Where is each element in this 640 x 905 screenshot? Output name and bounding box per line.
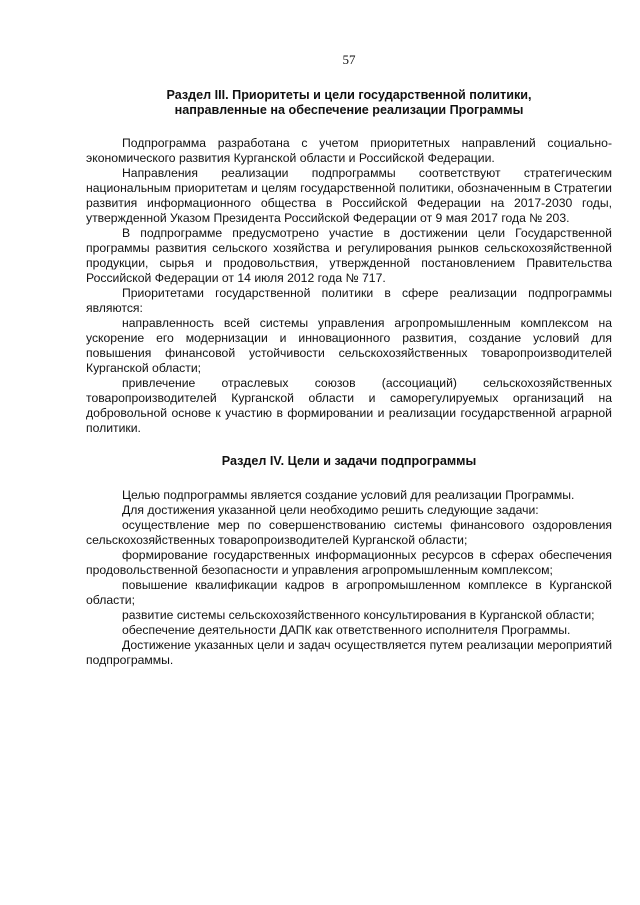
section-3-list-item: привлечение отраслевых союзов (ассоциаций) сельскохозяйственных товаропроизводителей Курганской области и саморегулируемых организаций на добровольной основе к участию в формировании и реализации государственной аграрной политики.: [86, 376, 612, 435]
section-3-paragraph: Подпрограмма разработана с учетом приоритетных направлений социально-экономического развития Курганской области и Российской Федерации.: [86, 136, 612, 165]
section-4-paragraph: Целью подпрограммы является создание условий для реализации Программы.: [122, 488, 575, 502]
section-3-paragraph: В подпрограмме предусмотрено участие в достижении цели Государственной программы развития сельского хозяйства и регулирования рынков сельскохозяйственной продукции, сырья и продовольствия, утвержденной постановлением Правительства Российской Федерации от 14 июля 2012 года № 717.: [86, 226, 612, 285]
section-3-paragraph: Направления реализации подпрограммы соответствуют стратегическим национальным приоритетам и целям государственной политики, обозначенным в Стратегии развития информационного общества в Российской Федерации на 2017-2030 годы, утвержденной Указом Президента Российской Федерации от 9 мая 2017 года № 203.: [86, 166, 612, 225]
section-3-title: [86, 88, 612, 118]
page-number: 57: [342, 52, 356, 67]
section-3-list-item: направленность всей системы управления агропромышленным комплексом на ускорение его модернизации и инновационного развития, создание условий для повышения финансовой устойчивости сельскохозяйственных товаропроизводителей Курганской области;: [86, 316, 612, 375]
section-3-title-line-2: направленные на обеспечение реализации Программы: [174, 103, 524, 117]
section-4-paragraph: Достижение указанных цели и задач осуществляется путем реализации мероприятий подпрограммы.: [86, 638, 612, 667]
section-4-list-item: развитие системы сельскохозяйственного консультирования в Курганской области;: [122, 608, 595, 622]
section-3-body: [86, 136, 612, 436]
section-4-title: Раздел IV. Цели и задачи подпрограммы: [221, 454, 477, 468]
section-4-paragraph: Для достижения указанной цели необходимо решить следующие задачи:: [122, 503, 539, 517]
section-4-list-item: повышение квалификации кадров в агропромышленном комплексе в Курганской области;: [86, 578, 612, 607]
document-page: [86, 52, 612, 668]
section-3-paragraph: Приоритетами государственной политики в сфере реализации подпрограммы являются:: [86, 286, 612, 315]
section-4-body: [86, 488, 612, 668]
section-4-list-item: обеспечение деятельности ДАПК как ответственного исполнителя Программы.: [122, 623, 571, 637]
section-4-list-item: осуществление мер по совершенствованию системы финансового оздоровления сельскохозяйственных товаропроизводителей Курганской области;: [86, 518, 612, 547]
section-3-title-line-1: Раздел III. Приоритеты и цели государственной политики,: [166, 88, 532, 102]
section-4-list-item: формирование государственных информационных ресурсов в сферах обеспечения продовольственной безопасности и управления агропромышленным комплексом;: [86, 548, 612, 577]
